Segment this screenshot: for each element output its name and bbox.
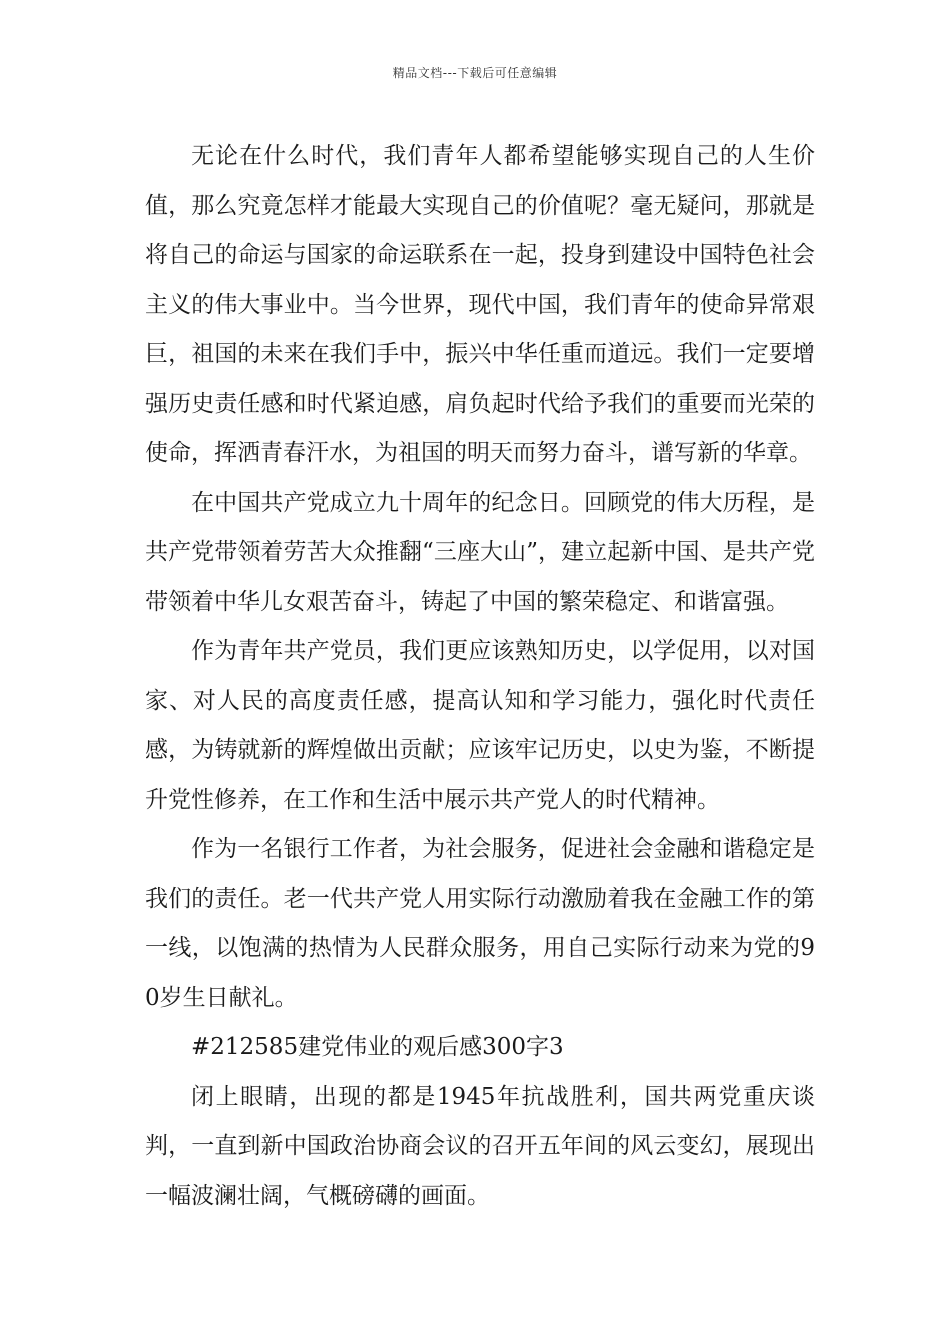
paragraph-2: 在中国共产党成立九十周年的纪念日。回顾党的伟大历程，是共产党带领着劳苦大众推翻“三座大山”，建立起新中国、是共产党带领着中华儿女艰苦奋斗，铸起了中国的繁荣稳定、和谐富强。 [145,489,815,615]
paragraph-3: 作为青年共产党员，我们更应该熟知历史，以学促用，以对国家、对人民的高度责任感，提高认知和学习能力，强化时代责任感，为铸就新的辉煌做出贡献；应该牢记历史，以史为鉴，不断提升党性修养，在工作和生活中展示共产党人的时代精神。 [145,638,815,813]
paragraph-1: 无论在什么时代，我们青年人都希望能够实现自己的人生价值，那么究竟怎样才能最大实现自己的价值呢？毫无疑问，那就是将自己的命运与国家的命运联系在一起，投身到建设中国特色社会主义的伟大事业中。当今世界，现代中国，我们青年的使命异常艰巨，祖国的未来在我们手中，振兴中华任重而道远。我们一定要增强历史责任感和时代紧迫感，肩负起时代给予我们的重要而光荣的使命，挥洒青春汗水，为祖国的明天而努力奋斗，谱写新的华章。 [145,143,815,466]
paragraph-4: 作为一名银行工作者，为社会服务，促进社会金融和谐稳定是我们的责任。老一代共产党人用实际行动激励着我在金融工作的第一线，以饱满的热情为人民群众服务，用自己实际行动来为党的90岁生日献礼。 [145,836,815,1011]
document-body [145,132,815,1221]
paragraph-5: 闭上眼睛，出现的都是1945年抗战胜利，国共两党重庆谈判，一直到新中国政治协商会议的召开五年间的风云变幻，展现出一幅波澜壮阔，气概磅礴的画面。 [145,1083,815,1209]
section-heading: #212585建党伟业的观后感300字3 [191,1034,564,1060]
page-header: 精品文档---下载后可任意编辑 [392,66,558,80]
